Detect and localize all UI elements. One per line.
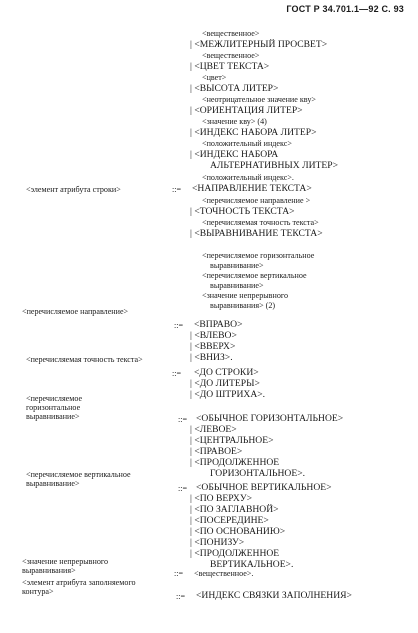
grammar-line: | <ВВЕРХ>: [190, 341, 236, 352]
grammar-line: | <ЦЕНТРАЛЬНОЕ>: [190, 435, 274, 446]
rule-operator: ::=: [178, 484, 188, 493]
rule-label: <перечисляемое горизонтальное выравнивание>: [26, 394, 83, 421]
grammar-line: АЛЬТЕРНАТИВНЫХ ЛИТЕР>: [210, 160, 339, 171]
grammar-line: | <ДО ЛИТЕРЫ>: [190, 378, 260, 389]
grammar-line: <перечисляемая точность текста>: [202, 218, 319, 227]
grammar-line: <ОБЫЧНОЕ ГОРИЗОНТАЛЬНОЕ>: [196, 413, 344, 424]
grammar-line: <перечисляемое горизонтальное: [202, 251, 315, 260]
rule-operator: ::=: [176, 592, 186, 601]
grammar-line: | <ПО ЗАГЛАВНОЙ>: [190, 504, 279, 515]
rule-label: <значение непрерывного выравнивания>: [22, 557, 109, 575]
grammar-line: <ОБЫЧНОЕ ВЕРТИКАЛЬНОЕ>: [196, 482, 332, 493]
grammar-line: ВЕРТИКАЛЬНОЕ>.: [210, 559, 294, 570]
grammar-line: | <ПРОДОЛЖЕННОЕ: [190, 457, 280, 468]
grammar-line: <перечисляемое направление >: [202, 196, 311, 205]
grammar-line: <неотрицательное значение кву>: [202, 95, 316, 104]
grammar-line: выравнивание>: [210, 261, 264, 270]
grammar-line: <перечисляемое вертикальное: [202, 271, 307, 280]
grammar-line: | <ЛЕВОЕ>: [190, 424, 237, 435]
rule-operator: ::=: [174, 569, 184, 578]
grammar-line: | <ВЛЕВО>: [190, 330, 237, 341]
grammar-line: <НАПРАВЛЕНИЕ ТЕКСТА>: [192, 183, 312, 194]
grammar-line: | <ПРОДОЛЖЕННОЕ: [190, 548, 280, 559]
rule-operator: ::=: [172, 369, 182, 378]
grammar-line: <цвет>: [202, 73, 227, 82]
grammar-line: <вещественное>: [202, 29, 260, 38]
grammar-line: | <ВЫРАВНИВАНИЕ ТЕКСТА>: [190, 228, 323, 239]
grammar-line: | <ОРИЕНТАЦИЯ ЛИТЕР>: [190, 105, 303, 116]
grammar-line: | <ПО ВЕРХУ>: [190, 493, 253, 504]
grammar-line: <положительный индекс>.: [202, 173, 294, 182]
grammar-line: | <ИНДЕКС НАБОРА ЛИТЕР>: [190, 127, 317, 138]
grammar-line: | <ДО ШТРИХА>.: [190, 389, 266, 400]
grammar-line: | <ЦВЕТ ТЕКСТА>: [190, 61, 270, 72]
grammar-line: <положительный индекс>: [202, 139, 292, 148]
grammar-line: | <ПОСЕРЕДИНЕ>: [190, 515, 269, 526]
rule-operator: ::=: [178, 415, 188, 424]
rule-operator: ::=: [172, 185, 182, 194]
grammar-line: <ИНДЕКС СВЯЗКИ ЗАПОЛНЕНИЯ>: [196, 590, 352, 601]
grammar-line: | <ТОЧНОСТЬ ТЕКСТА>: [190, 206, 295, 217]
rule-label: <элемент атрибута заполняемого контура>: [22, 578, 136, 596]
grammar-line: <значение кву> (4): [202, 117, 267, 126]
grammar-line: <вещественное>: [202, 51, 260, 60]
grammar-line: <вещественное>.: [194, 569, 254, 578]
grammar-line: | <ПОНИЗУ>: [190, 537, 245, 548]
rule-label: <перечисляемое вертикальное выравнивание>: [26, 470, 131, 488]
grammar-line: | <ВЫСОТА ЛИТЕР>: [190, 83, 279, 94]
grammar-line: | <ПО ОСНОВАНИЮ>: [190, 526, 286, 537]
grammar-line: выравнивания> (2): [210, 301, 276, 310]
grammar-line: выравнивание>: [210, 281, 264, 290]
grammar-line: | <ВНИЗ>.: [190, 352, 233, 363]
grammar-line: | <ИНДЕКС НАБОРА: [190, 149, 279, 160]
grammar-line: ГОРИЗОНТАЛЬНОЕ>.: [210, 468, 306, 479]
grammar-line: | <ПРАВОЕ>: [190, 446, 243, 457]
page-header: ГОСТ Р 34.701.1—92 С. 93: [286, 4, 404, 14]
rule-label: <элемент атрибута строки>: [26, 185, 121, 194]
rule-label: <перечисляемое направление>: [22, 307, 129, 316]
grammar-line: <ДО СТРОКИ>: [194, 367, 259, 378]
rule-label: <перечисляемая точность текста>: [26, 355, 143, 364]
grammar-line: <значение непрерывного: [202, 291, 289, 300]
rule-operator: ::=: [174, 321, 184, 330]
grammar-line: <ВПРАВО>: [194, 319, 243, 330]
grammar-line: | <МЕЖЛИТЕРНЫЙ ПРОСВЕТ>: [190, 39, 328, 50]
